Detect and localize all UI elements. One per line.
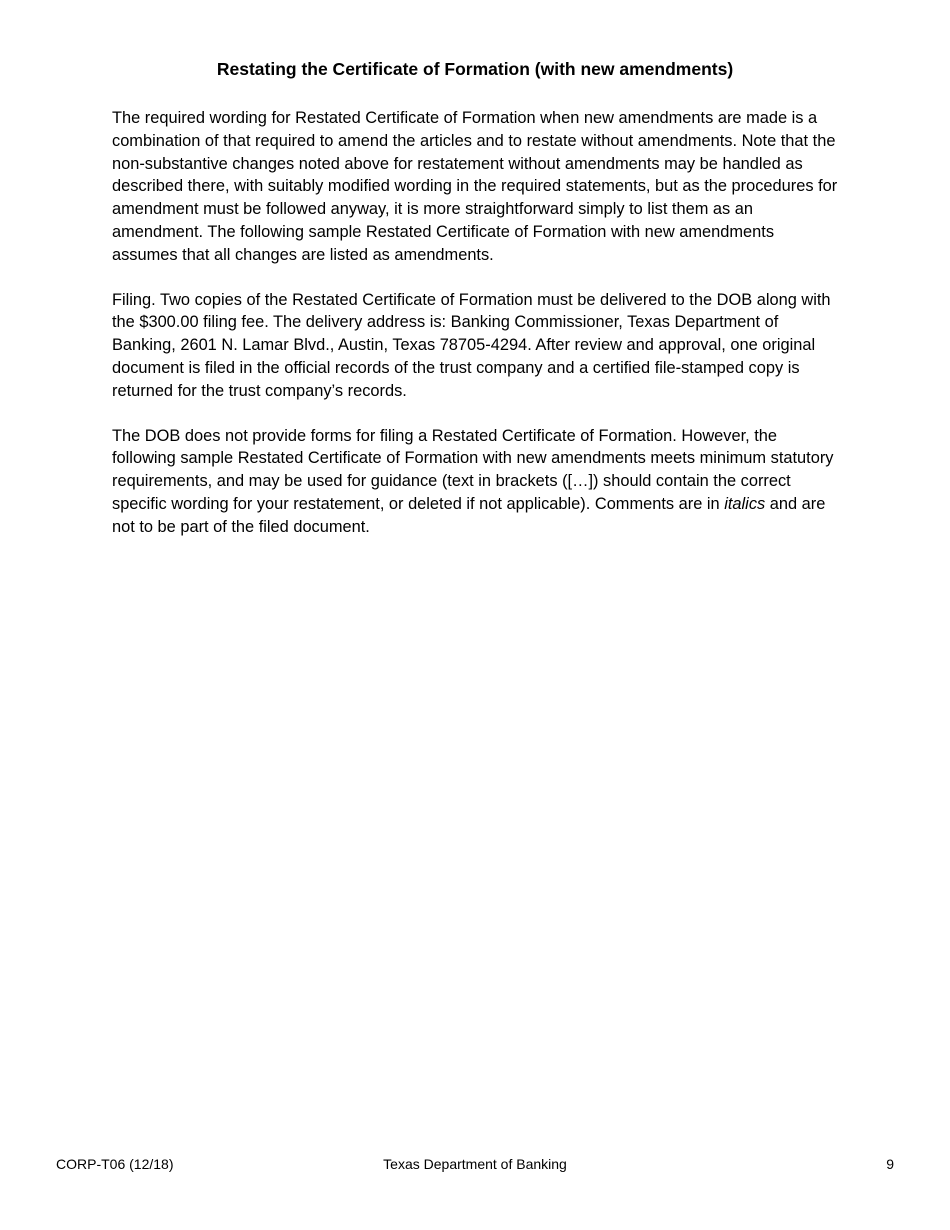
paragraph-forms [112, 425, 842, 539]
paragraph-filing: Filing. Two copies of the Restated Certificate of Formation must be delivered to the DOB along with the $300.00 filing fee. The delivery address is: Banking Commissioner, Texas Department of Banking, 2601 N. Lamar Blvd., Austin, Texas 78705-4294. After review and approval, one original document is filed in the official records of the trust company and a certified file-stamped copy is returned for the trust company’s records. [112, 290, 831, 400]
page-title: Restating the Certificate of Formation (with new amendments) [216, 59, 734, 79]
footer-agency: Texas Department of Banking [383, 1156, 567, 1172]
italics-word: italics [724, 494, 766, 513]
footer-form-id: CORP-T06 (12/18) [56, 1156, 174, 1172]
paragraph-forms-text: The DOB does not provide forms for filing a Restated Certificate of Formation. However, the following sample Restated Certificate of Formation with new amendments meets minimum statutory requirements, and may be used for guidance (text in brackets ([…]) should contain the correct specific wording for your restatement, or deleted if not applicable). Comments are in [112, 426, 834, 513]
paragraph-required-wording: The required wording for Restated Certificate of Formation when new amendments are made is a combination of that required to amend the articles and to restate without amendments. Note that the non-substantive changes noted above for restatement without amendments may be handled as described there, with suitably modified wording in the required statements, but as the procedures for amendment must be followed anyway, it is more straightforward simply to list them as an amendment. The following sample Restated Certificate of Formation with new amendments assumes that all changes are listed as amendments. [112, 109, 838, 264]
document-body [112, 107, 842, 561]
paragraph-forms-ending: and are not to be part of the filed document. [112, 494, 826, 536]
page-footer [56, 1155, 894, 1173]
footer-page-number: 9 [886, 1156, 894, 1172]
